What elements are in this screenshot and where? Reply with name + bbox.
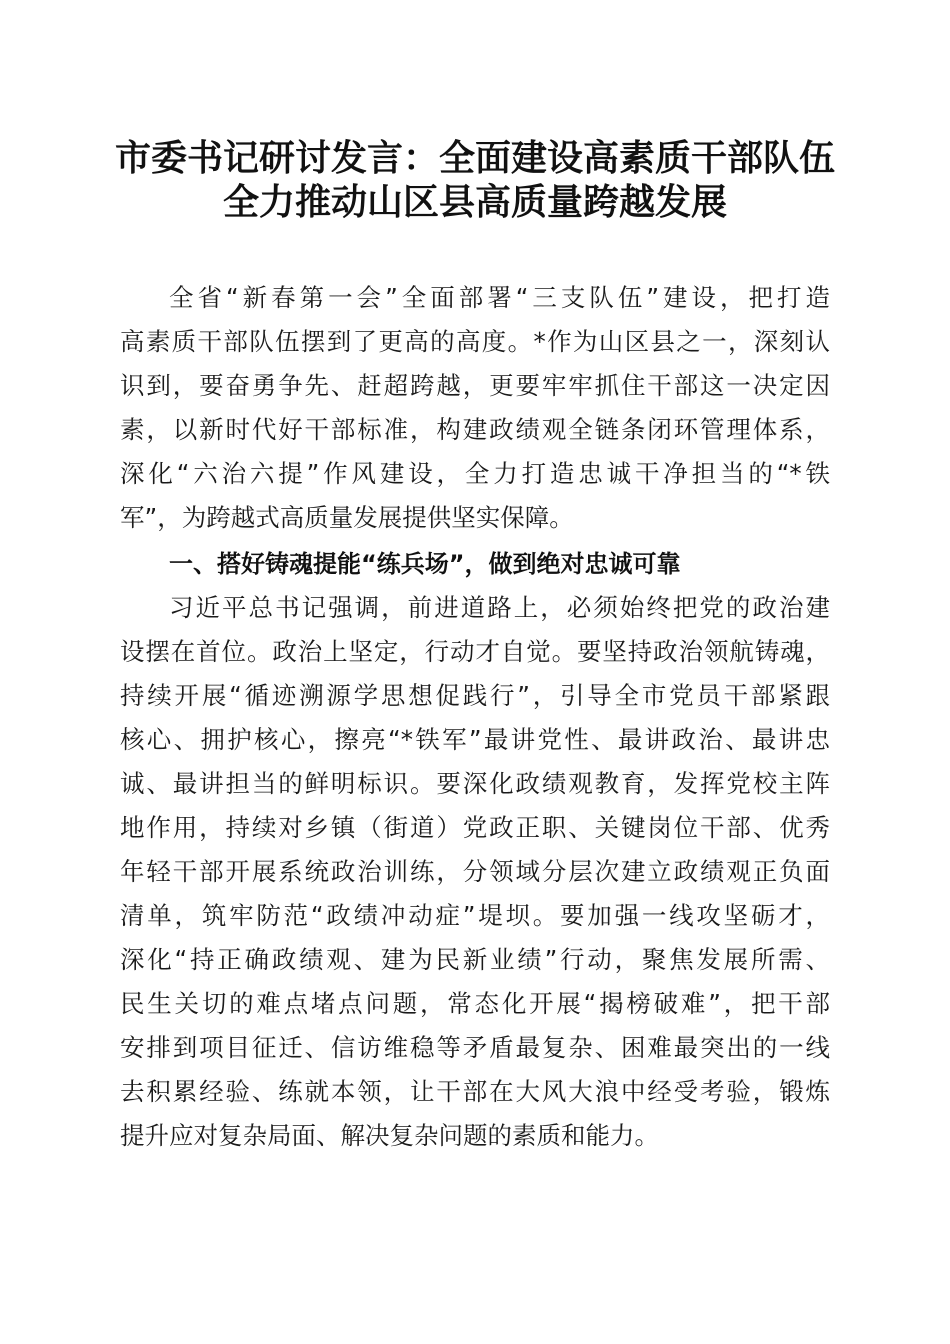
paragraph-2-line: 清单，筑牢防范“政绩冲动症”堤坝。要加强一线攻坚砺才， (120, 901, 830, 930)
paragraph-2-line: 设摆在首位。政治上坚定，行动才自觉。要坚持政治领航铸魂， (120, 637, 830, 666)
paragraph-2-line: 核心、拥护核心，擦亮“*铁军”最讲党性、最讲政治、最讲忠 (120, 725, 830, 754)
paragraph-1-line: 识到，要奋勇争先、赶超跨越，更要牢牢抓住干部这一决定因 (120, 371, 830, 400)
paragraph-1-line: 高素质干部队伍摆到了更高的高度。*作为山区县之一，深刻认 (120, 327, 830, 356)
section-heading-1: 一、搭好铸魂提能“练兵场”，做到绝对忠诚可靠 (169, 550, 681, 578)
paragraph-2-line: 诚、最讲担当的鲜明标识。要深化政绩观教育，发挥党校主阵 (120, 769, 830, 798)
paragraph-2-line: 民生关切的难点堵点问题，常态化开展“揭榜破难”，把干部 (120, 989, 830, 1018)
document-title-line-1: 市委书记研讨发言：全面建设高素质干部队伍 (114, 137, 835, 179)
paragraph-1-line: 全省“新春第一会”全面部署“三支队伍”建设，把打造 (169, 283, 830, 312)
paragraph-2-line: 年轻干部开展系统政治训练，分领域分层次建立政绩观正负面 (120, 857, 830, 886)
paragraph-2-line: 提升应对复杂局面、解决复杂问题的素质和能力。 (120, 1121, 659, 1150)
paragraph-2-line: 深化“持正确政绩观、建为民新业绩”行动，聚焦发展所需、 (120, 945, 830, 974)
paragraph-1-line: 深化“六治六提”作风建设，全力打造忠诚干净担当的“*铁 (120, 459, 830, 488)
paragraph-2-line: 习近平总书记强调，前进道路上，必须始终把党的政治建 (169, 593, 830, 622)
paragraph-1-line: 军”，为跨越式高质量发展提供坚实保障。 (120, 503, 574, 532)
paragraph-2-line: 去积累经验、练就本领，让干部在大风大浪中经受考验，锻炼 (120, 1077, 830, 1106)
paragraph-1-line: 素，以新时代好干部标准，构建政绩观全链条闭环管理体系， (120, 415, 830, 444)
document-title-line-2: 全力推动山区县高质量跨越发展 (222, 181, 727, 223)
paragraph-2-line: 安排到项目征迁、信访维稳等矛盾最复杂、困难最突出的一线 (120, 1033, 830, 1062)
paragraph-2-line: 持续开展“循迹溯源学思想促践行”，引导全市党员干部紧跟 (120, 681, 830, 710)
paragraph-2-line: 地作用，持续对乡镇（街道）党政正职、关键岗位干部、优秀 (120, 813, 830, 842)
